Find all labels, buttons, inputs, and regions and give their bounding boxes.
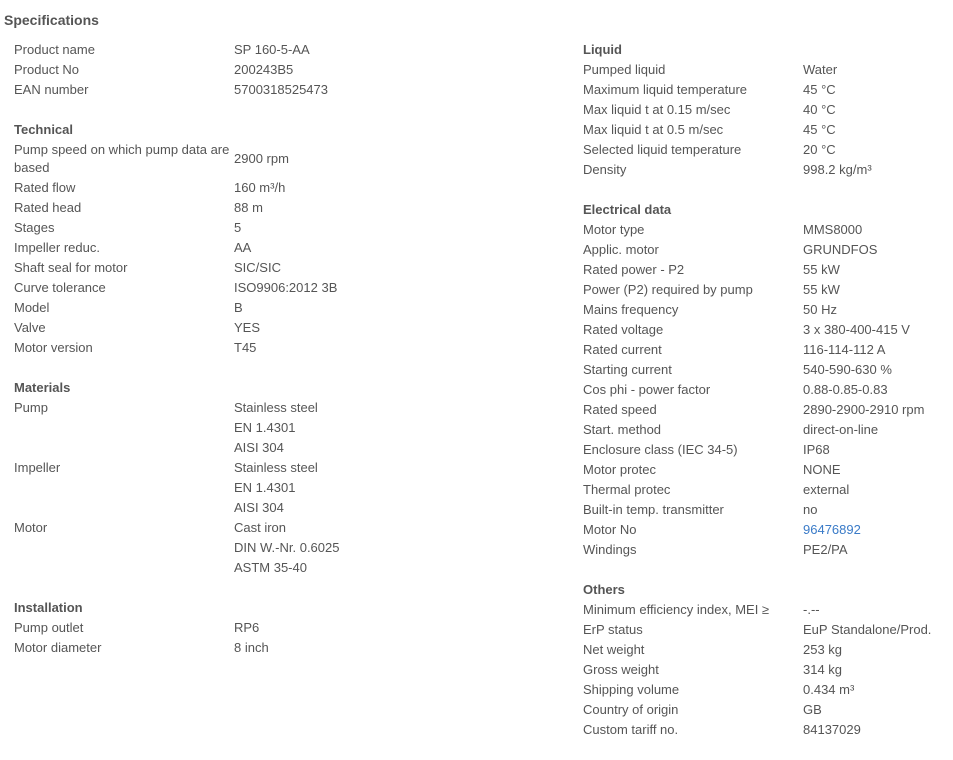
- spec-value: [803, 480, 953, 500]
- spec-row-max-liquid-t-at-0-5-m-sec: [583, 120, 953, 140]
- spec-label: Net weight: [583, 642, 645, 657]
- spec-value-line: no: [803, 502, 818, 517]
- section-heading: Liquid: [583, 42, 622, 57]
- spec-label: Rated flow: [14, 180, 76, 195]
- spec-value: [803, 620, 953, 640]
- spec-value: [234, 638, 534, 658]
- spec-row-power-p2-required-by-pump: [583, 280, 953, 300]
- spec-value: [234, 218, 534, 238]
- spec-value: [234, 278, 534, 298]
- spec-value-line: EN 1.4301: [234, 480, 296, 495]
- spec-value-line: 540-590-630 %: [803, 362, 892, 377]
- spec-value-line: 20 °C: [803, 142, 836, 157]
- spec-value-line: GB: [803, 702, 822, 717]
- spec-label: Windings: [583, 542, 637, 557]
- spec-label: Shipping volume: [583, 682, 680, 697]
- spec-label: Max liquid t at 0.15 m/sec: [583, 102, 731, 117]
- spec-row-pump: [14, 398, 534, 458]
- left-spec-column: [14, 40, 534, 678]
- spec-label: Motor version: [14, 340, 93, 355]
- section-heading: Others: [583, 582, 625, 597]
- spec-row-custom-tariff-no: [583, 720, 953, 740]
- spec-row-rated-current: [583, 340, 953, 360]
- spec-label: Enclosure class (IEC 34-5): [583, 442, 738, 457]
- spec-value: [234, 60, 534, 80]
- spec-value: [803, 60, 953, 80]
- spec-row-erp-status: [583, 620, 953, 640]
- spec-value-line: B: [234, 300, 243, 315]
- spec-row-curve-tolerance: [14, 278, 534, 298]
- spec-row-impeller-reduc: [14, 238, 534, 258]
- spec-value-line: 5: [234, 220, 242, 235]
- spec-row-product-no: [14, 60, 534, 80]
- spec-value-line: RP6: [234, 620, 260, 635]
- spec-value: [234, 198, 534, 218]
- spec-label: Power (P2) required by pump: [583, 282, 753, 297]
- spec-value: [234, 258, 534, 278]
- spec-label: Model: [14, 300, 50, 315]
- spec-row-cos-phi-power-factor: [583, 380, 953, 400]
- spec-label: Stages: [14, 220, 55, 235]
- spec-row-motor-type: [583, 220, 953, 240]
- spec-value-line: 314 kg: [803, 662, 843, 677]
- spec-row-mains-frequency: [583, 300, 953, 320]
- spec-value-line: 55 kW: [803, 262, 840, 277]
- spec-value-line: 45 °C: [803, 122, 836, 137]
- spec-value: [234, 140, 534, 178]
- spec-value: [803, 540, 953, 560]
- spec-value: [803, 680, 953, 700]
- spec-value-line: 5700318525473: [234, 82, 328, 97]
- spec-value-line: AISI 304: [234, 440, 284, 455]
- spec-row-motor-protec: [583, 460, 953, 480]
- spec-value-line: 253 kg: [803, 642, 843, 657]
- spec-value-line: direct-on-line: [803, 422, 879, 437]
- spec-row-rated-flow: [14, 178, 534, 198]
- spec-label: Rated speed: [583, 402, 657, 417]
- spec-value-line: 2900 rpm: [234, 151, 289, 166]
- spec-value-line: GRUNDFOS: [803, 242, 878, 257]
- spec-row-maximum-liquid-temperature: [583, 80, 953, 100]
- spec-row-minimum-efficiency-index-mei: [583, 600, 953, 620]
- spec-row-stages: [14, 218, 534, 238]
- spec-label: Density: [583, 162, 627, 177]
- spec-value: [803, 120, 953, 140]
- spec-value-line: 40 °C: [803, 102, 836, 117]
- spec-value: [803, 400, 953, 420]
- spec-row-pumped-liquid: [583, 60, 953, 80]
- spec-value-line: 50 Hz: [803, 302, 837, 317]
- spec-label: Pump outlet: [14, 620, 84, 635]
- spec-value: [803, 600, 953, 620]
- spec-row-rated-voltage: [583, 320, 953, 340]
- spec-value: [803, 360, 953, 380]
- spec-row-start-method: [583, 420, 953, 440]
- spec-row-shaft-seal-for-motor: [14, 258, 534, 278]
- spec-value-line: 116-114-112 A: [803, 342, 886, 357]
- spec-row-shipping-volume: [583, 680, 953, 700]
- spec-label: Motor diameter: [14, 640, 102, 655]
- spec-value-line: 3 x 380-400-415 V: [803, 322, 910, 337]
- spec-value: [234, 298, 534, 318]
- spec-value: [234, 338, 534, 358]
- spec-section-technical: [14, 120, 534, 358]
- spec-value-line: 8 inch: [234, 640, 269, 655]
- spec-value: [234, 178, 534, 198]
- spec-label: Custom tariff no.: [583, 722, 679, 737]
- spec-value: [803, 460, 953, 480]
- spec-value-line: 2890-2900-2910 rpm: [803, 402, 925, 417]
- spec-label: Starting current: [583, 362, 672, 377]
- spec-row-applic-motor: [583, 240, 953, 260]
- spec-value-line: 84137029: [803, 722, 861, 737]
- spec-value: [803, 220, 953, 240]
- spec-value-line: ASTM 35-40: [234, 560, 307, 575]
- spec-value-line: -.--: [803, 602, 820, 617]
- spec-value: [803, 720, 953, 740]
- spec-row-valve: [14, 318, 534, 338]
- spec-row-selected-liquid-temperature: [583, 140, 953, 160]
- spec-value-line: SIC/SIC: [234, 260, 281, 275]
- spec-label: Cos phi - power factor: [583, 382, 711, 397]
- spec-value-line: ISO9906:2012 3B: [234, 280, 338, 295]
- spec-section-installation: [14, 598, 534, 658]
- spec-label: ErP status: [583, 622, 643, 637]
- spec-value-line: external: [803, 482, 850, 497]
- spec-value: [234, 40, 534, 60]
- spec-value-line: PE2/PA: [803, 542, 848, 557]
- spec-label: Built-in temp. transmitter: [583, 502, 724, 517]
- page-title: Specifications: [4, 12, 99, 28]
- spec-value-line: EuP Standalone/Prod.: [803, 622, 932, 637]
- spec-value: [803, 320, 953, 340]
- spec-label: Pumped liquid: [583, 62, 666, 77]
- spec-value-line: Cast iron: [234, 520, 287, 535]
- spec-value-line: Stainless steel: [234, 400, 318, 415]
- spec-label: Minimum efficiency index, MEI ≥: [583, 602, 770, 617]
- spec-row-density: [583, 160, 953, 180]
- spec-row-motor: [14, 518, 534, 578]
- spec-value-line: DIN W.-Nr. 0.6025: [234, 540, 340, 555]
- spec-value-line: 45 °C: [803, 82, 836, 97]
- spec-label: Gross weight: [583, 662, 659, 677]
- spec-label: Pump: [14, 400, 48, 415]
- spec-label: Curve tolerance: [14, 280, 106, 295]
- spec-value: [803, 660, 953, 680]
- spec-value-line: 998.2 kg/m³: [803, 162, 872, 177]
- section-heading: Materials: [14, 380, 71, 395]
- spec-value-line: AA: [234, 240, 252, 255]
- spec-value: [234, 80, 534, 100]
- spec-label: Rated voltage: [583, 322, 664, 337]
- spec-value: [803, 260, 953, 280]
- spec-value: [803, 440, 953, 460]
- spec-row-thermal-protec: [583, 480, 953, 500]
- spec-value-line: 55 kW: [803, 282, 840, 297]
- spec-row-windings: [583, 540, 953, 560]
- section-heading: Electrical data: [583, 202, 672, 217]
- spec-value-line: T45: [234, 340, 257, 355]
- spec-section-general: [14, 40, 534, 100]
- section-heading: Technical: [14, 122, 74, 137]
- spec-value-line: YES: [234, 320, 261, 335]
- spec-label: Country of origin: [583, 702, 679, 717]
- spec-section-materials: [14, 378, 534, 578]
- spec-row-starting-current: [583, 360, 953, 380]
- spec-value: [803, 640, 953, 660]
- spec-value-line: MMS8000: [803, 222, 863, 237]
- spec-label: Start. method: [583, 422, 662, 437]
- spec-value: [234, 318, 534, 338]
- spec-row-motor-version: [14, 338, 534, 358]
- spec-value-line: 160 m³/h: [234, 180, 286, 195]
- motor-no-link[interactable]: 96476892: [803, 522, 861, 537]
- spec-row-enclosure-class-iec-34-5: [583, 440, 953, 460]
- spec-row-gross-weight: [583, 660, 953, 680]
- spec-row-pump-speed-on-which-pump-data-are-based: [14, 140, 534, 178]
- spec-section-others: [583, 580, 953, 740]
- spec-label: Motor: [14, 520, 48, 535]
- spec-row-ean-number: [14, 80, 534, 100]
- spec-row-built-in-temp-transmitter: [583, 500, 953, 520]
- spec-value-line: 88 m: [234, 200, 263, 215]
- spec-value-line: EN 1.4301: [234, 420, 296, 435]
- spec-row-motor-no: [583, 520, 953, 540]
- spec-value: [803, 420, 953, 440]
- spec-row-rated-speed: [583, 400, 953, 420]
- spec-label: Impeller: [14, 460, 61, 475]
- spec-label: Product No: [14, 62, 80, 77]
- spec-row-max-liquid-t-at-0-15-m-sec: [583, 100, 953, 120]
- spec-value: [803, 500, 953, 520]
- spec-row-net-weight: [583, 640, 953, 660]
- spec-label: Shaft seal for motor: [14, 260, 128, 275]
- spec-value: [803, 700, 953, 720]
- spec-value: [803, 140, 953, 160]
- spec-label: Max liquid t at 0.5 m/sec: [583, 122, 724, 137]
- spec-label: Impeller reduc.: [14, 240, 100, 255]
- spec-value: [234, 618, 534, 638]
- spec-value-line: 0.88-0.85-0.83: [803, 382, 888, 397]
- spec-label: Thermal protec: [583, 482, 671, 497]
- spec-row-model: [14, 298, 534, 318]
- spec-label: Rated current: [583, 342, 662, 357]
- spec-value: [803, 240, 953, 260]
- spec-row-country-of-origin: [583, 700, 953, 720]
- spec-row-rated-power-p2: [583, 260, 953, 280]
- spec-label: Valve: [14, 320, 46, 335]
- spec-value: [803, 160, 953, 180]
- spec-value-line: NONE: [803, 462, 841, 477]
- spec-label: Mains frequency: [583, 302, 679, 317]
- spec-value-line: IP68: [803, 442, 830, 457]
- spec-value-line: SP 160-5-AA: [234, 42, 310, 57]
- spec-row-rated-head: [14, 198, 534, 218]
- spec-value: [803, 380, 953, 400]
- spec-label: Pump speed on which pump data are based: [14, 142, 230, 175]
- spec-value: [803, 340, 953, 360]
- spec-label: Motor type: [583, 222, 645, 237]
- spec-section-liquid: [583, 40, 953, 180]
- spec-value-line: AISI 304: [234, 500, 284, 515]
- spec-value: [803, 80, 953, 100]
- spec-section-electrical-data: [583, 200, 953, 560]
- spec-value: [803, 100, 953, 120]
- spec-value-line: 0.434 m³: [803, 682, 855, 697]
- spec-row-impeller: [14, 458, 534, 518]
- spec-label: Product name: [14, 42, 95, 57]
- spec-value: [234, 458, 534, 518]
- spec-label: Applic. motor: [583, 242, 659, 257]
- spec-label: Selected liquid temperature: [583, 142, 742, 157]
- spec-value: [234, 398, 534, 458]
- spec-row-pump-outlet: [14, 618, 534, 638]
- spec-label: Rated power - P2: [583, 262, 685, 277]
- section-heading: Installation: [14, 600, 83, 615]
- spec-value-line: 200243B5: [234, 62, 294, 77]
- spec-value: [234, 518, 534, 578]
- spec-label: EAN number: [14, 82, 89, 97]
- spec-value: [234, 238, 534, 258]
- spec-label: Motor No: [583, 522, 637, 537]
- spec-row-product-name: [14, 40, 534, 60]
- spec-label: Maximum liquid temperature: [583, 82, 748, 97]
- spec-label: Rated head: [14, 200, 82, 215]
- right-spec-column: [583, 40, 953, 760]
- spec-value: [803, 280, 953, 300]
- spec-value-line: Stainless steel: [234, 460, 318, 475]
- spec-row-motor-diameter: [14, 638, 534, 658]
- spec-value-line: Water: [803, 62, 838, 77]
- spec-label: Motor protec: [583, 462, 656, 477]
- spec-value: [803, 300, 953, 320]
- spec-value: [803, 520, 953, 540]
